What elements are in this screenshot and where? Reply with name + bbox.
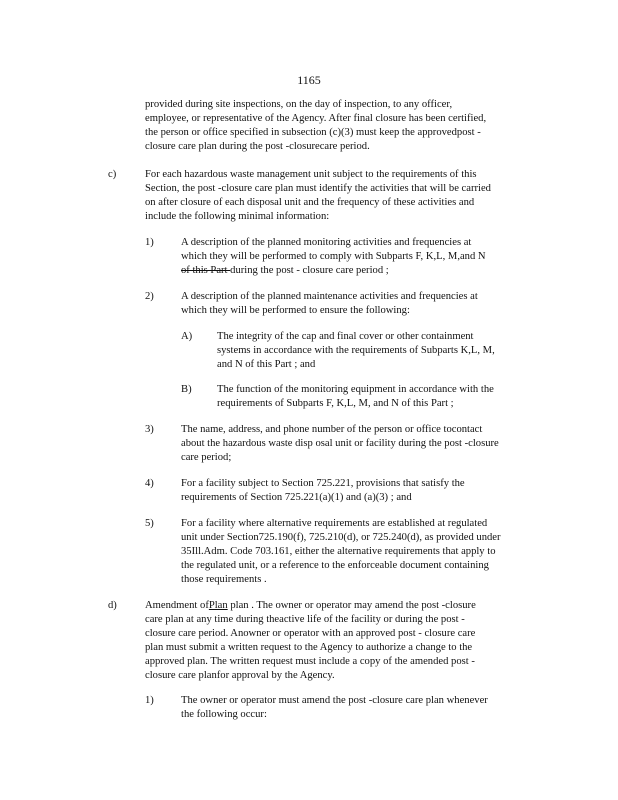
item-5-label: 5) — [145, 518, 154, 529]
section-c-line: Section, the post -closure care plan must identify the activities that will be carried — [145, 183, 491, 194]
item-4-line: requirements of Section 725.221(a)(1) and (a)(3) ; and — [181, 492, 412, 503]
item-5-line: those requirements . — [181, 574, 267, 585]
subitem-b-label: B) — [181, 384, 192, 395]
intro-line: closure care plan during the post -closurecare period. — [145, 141, 370, 152]
item-1-line: which they will be performed to comply with Subparts F, K,L, M,and N — [181, 251, 486, 262]
section-d-paragraph — [145, 599, 530, 683]
section-c-paragraph — [145, 168, 530, 224]
item-3-line: about the hazardous waste disp osal unit or facility during the post -closure — [181, 438, 499, 449]
item-4-line: For a facility subject to Section 725.221, provisions that satisfy the — [181, 478, 465, 489]
item-2-paragraph — [181, 290, 531, 318]
subitem-b-paragraph — [217, 383, 532, 411]
section-d-line: approved plan. The written request must include a copy of the amended post - — [145, 656, 475, 667]
intro-paragraph — [145, 98, 525, 154]
intro-line: the person or office specified in subsection (c)(3) must keep the approvedpost - — [145, 127, 481, 138]
item-4-paragraph — [181, 477, 531, 505]
section-d-item-1-line: The owner or operator must amend the post -closure care plan whenever — [181, 695, 488, 706]
item-1-line: A description of the planned monitoring activities and frequencies at — [181, 237, 472, 248]
item-3-label: 3) — [145, 424, 154, 435]
item-5-line: the regulated unit, or a reference to the enforceable document containing — [181, 560, 489, 571]
item-3-line: The name, address, and phone number of the person or office tocontact — [181, 424, 483, 435]
item-5-paragraph — [181, 517, 536, 587]
section-c-line: include the following minimal information: — [145, 211, 330, 222]
item-1-line-rest: during the post - closure care period ; — [230, 265, 389, 276]
section-d-line-1 — [145, 599, 530, 613]
item-3-line: care period; — [181, 452, 232, 463]
item-2-line: which they will be performed to ensure the following: — [181, 305, 410, 316]
section-d-item-1-paragraph — [181, 694, 521, 722]
section-d-line: closure care period. Anowner or operator with an approved post - closure care — [145, 628, 476, 639]
intro-line: employee, or representative of the Agency. After final closure has been certified, — [145, 113, 487, 124]
item-1-paragraph — [181, 236, 531, 278]
subitem-a-line: and N of this Part ; and — [217, 359, 316, 370]
item-4-label: 4) — [145, 478, 154, 489]
item-2-line: A description of the planned maintenance activities and frequencies at — [181, 291, 478, 302]
section-d-item-1-label: 1) — [145, 695, 154, 706]
subitem-a-paragraph — [217, 330, 532, 372]
section-c-line: on after closure of each disposal unit and the frequency of these activities and — [145, 197, 475, 208]
subitem-a-line: systems in accordance with the requirements of Subparts K,L, M, — [217, 345, 495, 356]
item-5-line: 35Ill.Adm. Code 703.161, either the alternative requirements that apply to — [181, 546, 496, 557]
page-number: 1165 — [297, 73, 321, 87]
section-d-line-1-rest: plan . The owner or operator may amend the post -closure — [227, 600, 476, 611]
item-1-label: 1) — [145, 237, 154, 248]
section-c-line: For each hazardous waste management unit subject to the requirements of this — [145, 169, 477, 180]
subitem-b-line: requirements of Subparts F, K,L, M, and N of this Part ; — [217, 398, 454, 409]
subitem-b-line: The function of the monitoring equipment in accordance with the — [217, 384, 494, 395]
section-d-label: d) — [108, 600, 117, 611]
section-d-line: plan must submit a written request to the Agency to authorize a change to the — [145, 642, 473, 653]
subitem-a-line: The integrity of the cap and final cover or other containment — [217, 331, 474, 342]
item-5-line: For a facility where alternative requirements are established at regulated — [181, 518, 488, 529]
underlined-text: Plan — [208, 600, 228, 611]
item-3-paragraph — [181, 423, 531, 465]
struck-text: of this Part — [181, 265, 231, 276]
section-c-label: c) — [108, 169, 117, 180]
item-5-line: unit under Section725.190(f), 725.210(d), or 725.240(d), as provided under — [181, 532, 501, 543]
intro-line: provided during site inspections, on the day of inspection, to any officer, — [145, 99, 453, 110]
section-d-line: closure care planfor approval by the Agency. — [145, 670, 335, 681]
subitem-a-label: A) — [181, 331, 193, 342]
section-d-line: care plan at any time during theactive life of the facility or during the post - — [145, 614, 465, 625]
amendment-heading: Amendment of — [145, 600, 209, 611]
section-d-item-1-line: the following occur: — [181, 709, 267, 720]
item-1-line-3 — [181, 264, 531, 278]
item-2-label: 2) — [145, 291, 154, 302]
